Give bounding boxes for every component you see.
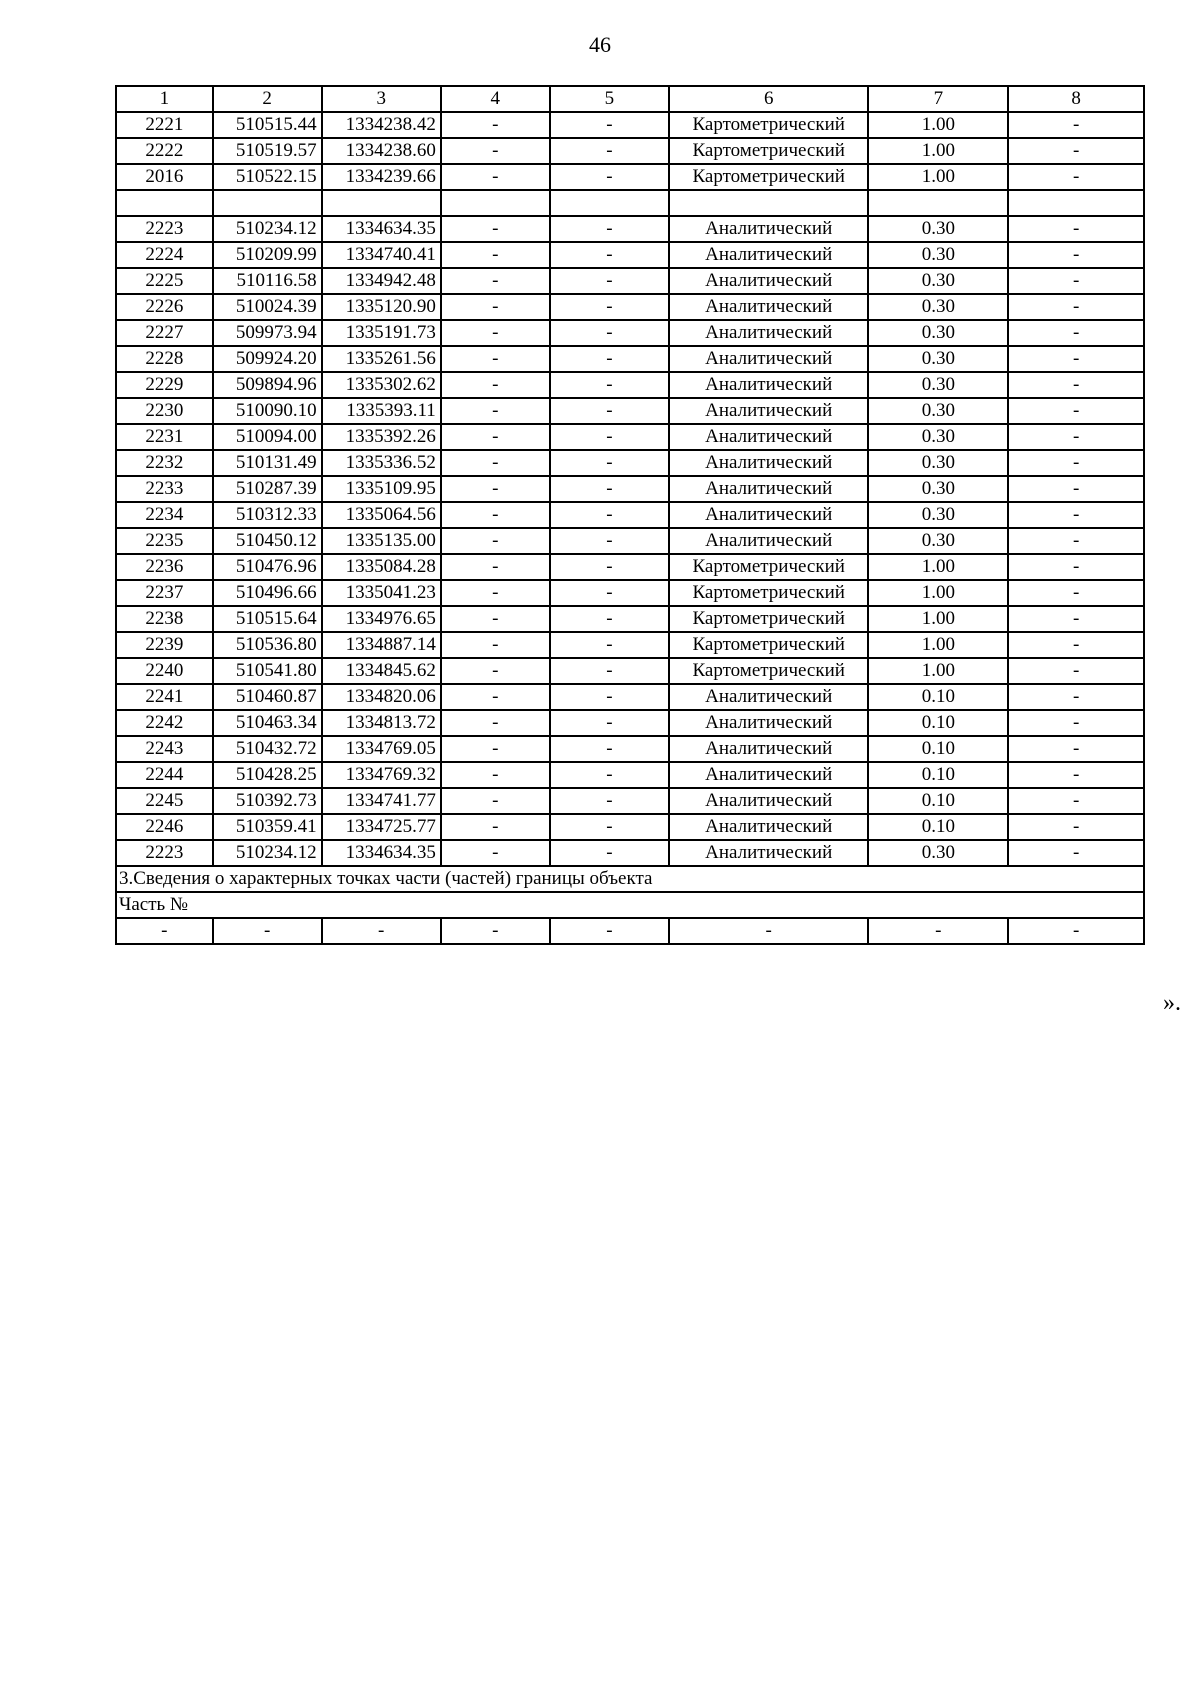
cell-col-3: 1334769.05 [322, 736, 441, 762]
cell-col-2: 510541.80 [213, 658, 322, 684]
cell-col-2: 510312.33 [213, 502, 322, 528]
cell-col-7: 1.00 [868, 138, 1008, 164]
cell-col-6: Картометрический [669, 606, 868, 632]
cell-col-8: - [1008, 840, 1144, 866]
cell-col-8: - [1008, 684, 1144, 710]
cell-col-6: Картометрический [669, 658, 868, 684]
cell-col-1: 2234 [116, 502, 213, 528]
cell-col-7: 0.30 [868, 320, 1008, 346]
cell-col-7: 0.30 [868, 346, 1008, 372]
table-body [116, 86, 1144, 944]
cell-col-5: - [550, 320, 669, 346]
cell-col-5: - [550, 840, 669, 866]
cell-col-2: 510234.12 [213, 840, 322, 866]
table-row [116, 684, 1144, 710]
table-row [116, 632, 1144, 658]
cell-col-7: 1.00 [868, 164, 1008, 190]
table-row [116, 840, 1144, 866]
cell-col-5: - [550, 762, 669, 788]
cell-col-1: 2016 [116, 164, 213, 190]
cell-col-4: - [441, 112, 550, 138]
table-row [116, 736, 1144, 762]
cell-col-7: 1.00 [868, 606, 1008, 632]
cell-col-5: - [550, 684, 669, 710]
cell-col-6: 6 [669, 86, 868, 112]
cell-col-3: 1335191.73 [322, 320, 441, 346]
cell-col-4: - [441, 918, 550, 944]
cell-col-4: - [441, 528, 550, 554]
cell-col-1: 2221 [116, 112, 213, 138]
cell-col-1: 2243 [116, 736, 213, 762]
table-row [116, 372, 1144, 398]
cell-col-1: - [116, 918, 213, 944]
cell-col-2: 510090.10 [213, 398, 322, 424]
cell-col-4: - [441, 684, 550, 710]
cell-col-4: - [441, 606, 550, 632]
cell-col-8: - [1008, 398, 1144, 424]
cell-col-4: - [441, 138, 550, 164]
cell-col-5: - [550, 294, 669, 320]
cell-col-2: 510496.66 [213, 580, 322, 606]
table-row [116, 164, 1144, 190]
cell-col-3: 1335064.56 [322, 502, 441, 528]
table-row [116, 268, 1144, 294]
cell-col-4: - [441, 736, 550, 762]
cell-col-6: Аналитический [669, 814, 868, 840]
cell-col-5: - [550, 814, 669, 840]
part-dash-row [116, 918, 1144, 944]
cell-col-4: - [441, 398, 550, 424]
cell-col-6: Аналитический [669, 528, 868, 554]
cell-col-2: 510287.39 [213, 476, 322, 502]
cell-col-6: Картометрический [669, 112, 868, 138]
cell-col-7: 0.30 [868, 294, 1008, 320]
cell-col-3: 1335135.00 [322, 528, 441, 554]
cell-col-3: 1334725.77 [322, 814, 441, 840]
cell-col-3: 1334740.41 [322, 242, 441, 268]
cell-col-4: - [441, 658, 550, 684]
cell-col-8: - [1008, 658, 1144, 684]
cell-col-5: - [550, 554, 669, 580]
cell-col-2: 510460.87 [213, 684, 322, 710]
cell-col-5: - [550, 372, 669, 398]
cell-col-3: 1334887.14 [322, 632, 441, 658]
cell-col-3: 1335302.62 [322, 372, 441, 398]
cell-col-7: 0.30 [868, 372, 1008, 398]
table-row [116, 502, 1144, 528]
table-row [116, 320, 1144, 346]
cell-col-8: - [1008, 554, 1144, 580]
cell-col-4: - [441, 788, 550, 814]
cell-col-8: - [1008, 450, 1144, 476]
cell-col-7: 1.00 [868, 632, 1008, 658]
table-row [116, 138, 1144, 164]
cell-col-2: 510519.57 [213, 138, 322, 164]
cell-col-3: 1335336.52 [322, 450, 441, 476]
cell-col-8: 8 [1008, 86, 1144, 112]
cell-col-1: 2241 [116, 684, 213, 710]
cell-col-1: 2239 [116, 632, 213, 658]
table-row [116, 424, 1144, 450]
cell-col-5: - [550, 450, 669, 476]
cell-col-6: Аналитический [669, 216, 868, 242]
cell-col-1: 2225 [116, 268, 213, 294]
table-row [116, 658, 1144, 684]
cell-col-8: - [1008, 372, 1144, 398]
cell-col-4: - [441, 216, 550, 242]
cell-col-3: 1335392.26 [322, 424, 441, 450]
empty-cell [322, 190, 441, 216]
cell-col-6: Аналитический [669, 268, 868, 294]
cell-col-5: - [550, 268, 669, 294]
table-row [116, 554, 1144, 580]
cell-col-3: 1334976.65 [322, 606, 441, 632]
cell-col-4: - [441, 476, 550, 502]
boundary-points-table [115, 85, 1145, 945]
cell-col-2: 2 [213, 86, 322, 112]
cell-col-8: - [1008, 216, 1144, 242]
cell-col-1: 2228 [116, 346, 213, 372]
cell-col-6: Аналитический [669, 736, 868, 762]
cell-col-4: - [441, 840, 550, 866]
cell-col-7: 0.30 [868, 242, 1008, 268]
cell-col-7: 0.30 [868, 476, 1008, 502]
cell-col-8: - [1008, 918, 1144, 944]
cell-col-1: 2246 [116, 814, 213, 840]
empty-cell [669, 190, 868, 216]
cell-col-6: - [669, 918, 868, 944]
table-row [116, 580, 1144, 606]
cell-col-3: 1334741.77 [322, 788, 441, 814]
cell-col-6: Аналитический [669, 450, 868, 476]
empty-separator-row [116, 190, 1144, 216]
cell-col-8: - [1008, 814, 1144, 840]
cell-col-7: - [868, 918, 1008, 944]
cell-col-7: 0.30 [868, 398, 1008, 424]
part-number-label: Часть № [116, 892, 1144, 918]
cell-col-3: 1335084.28 [322, 554, 441, 580]
cell-col-6: Аналитический [669, 476, 868, 502]
closing-quote: ». [1163, 990, 1181, 1016]
cell-col-1: 2226 [116, 294, 213, 320]
cell-col-7: 0.30 [868, 424, 1008, 450]
cell-col-7: 7 [868, 86, 1008, 112]
cell-col-4: - [441, 814, 550, 840]
cell-col-7: 0.30 [868, 502, 1008, 528]
cell-col-6: Картометрический [669, 138, 868, 164]
cell-col-4: - [441, 502, 550, 528]
cell-col-4: - [441, 294, 550, 320]
cell-col-3: 1334634.35 [322, 216, 441, 242]
section-3-title: 3.Сведения о характерных точках части (частей) границы объекта [116, 866, 1144, 892]
cell-col-8: - [1008, 346, 1144, 372]
table-row [116, 476, 1144, 502]
cell-col-4: - [441, 320, 550, 346]
cell-col-1: 2236 [116, 554, 213, 580]
cell-col-2: 510432.72 [213, 736, 322, 762]
cell-col-2: 510131.49 [213, 450, 322, 476]
cell-col-4: - [441, 554, 550, 580]
cell-col-7: 0.10 [868, 710, 1008, 736]
cell-col-3: 1335261.56 [322, 346, 441, 372]
cell-col-8: - [1008, 242, 1144, 268]
cell-col-3: 1334820.06 [322, 684, 441, 710]
cell-col-6: Аналитический [669, 242, 868, 268]
table-row [116, 216, 1144, 242]
cell-col-8: - [1008, 268, 1144, 294]
cell-col-3: 1335393.11 [322, 398, 441, 424]
cell-col-8: - [1008, 762, 1144, 788]
cell-col-5: - [550, 736, 669, 762]
empty-cell [213, 190, 322, 216]
cell-col-2: 510515.44 [213, 112, 322, 138]
cell-col-6: Картометрический [669, 164, 868, 190]
empty-cell [116, 190, 213, 216]
cell-col-1: 2244 [116, 762, 213, 788]
cell-col-7: 0.30 [868, 528, 1008, 554]
column-number-row [116, 86, 1144, 112]
cell-col-6: Аналитический [669, 294, 868, 320]
cell-col-7: 0.10 [868, 788, 1008, 814]
cell-col-1: 2238 [116, 606, 213, 632]
cell-col-4: - [441, 580, 550, 606]
cell-col-4: - [441, 424, 550, 450]
cell-col-1: 2223 [116, 216, 213, 242]
cell-col-5: - [550, 476, 669, 502]
cell-col-3: 1335041.23 [322, 580, 441, 606]
cell-col-5: 5 [550, 86, 669, 112]
cell-col-3: 1334238.42 [322, 112, 441, 138]
cell-col-5: - [550, 580, 669, 606]
cell-col-5: - [550, 788, 669, 814]
cell-col-4: - [441, 632, 550, 658]
part-number-row [116, 892, 1144, 918]
cell-col-1: 2233 [116, 476, 213, 502]
cell-col-6: Аналитический [669, 372, 868, 398]
cell-col-8: - [1008, 476, 1144, 502]
cell-col-8: - [1008, 606, 1144, 632]
cell-col-5: - [550, 398, 669, 424]
empty-cell [441, 190, 550, 216]
table-row [116, 294, 1144, 320]
cell-col-6: Аналитический [669, 346, 868, 372]
cell-col-2: 509894.96 [213, 372, 322, 398]
cell-col-2: 510392.73 [213, 788, 322, 814]
cell-col-5: - [550, 164, 669, 190]
cell-col-5: - [550, 346, 669, 372]
cell-col-6: Аналитический [669, 788, 868, 814]
cell-col-7: 1.00 [868, 580, 1008, 606]
cell-col-1: 1 [116, 86, 213, 112]
cell-col-3: 3 [322, 86, 441, 112]
cell-col-1: 2231 [116, 424, 213, 450]
section-3-title-row [116, 866, 1144, 892]
cell-col-7: 0.30 [868, 840, 1008, 866]
cell-col-2: 510094.00 [213, 424, 322, 450]
cell-col-7: 0.10 [868, 762, 1008, 788]
cell-col-4: - [441, 346, 550, 372]
cell-col-2: 510024.39 [213, 294, 322, 320]
cell-col-4: - [441, 164, 550, 190]
cell-col-8: - [1008, 138, 1144, 164]
cell-col-8: - [1008, 788, 1144, 814]
table-row [116, 788, 1144, 814]
cell-col-2: 510359.41 [213, 814, 322, 840]
table-row [116, 606, 1144, 632]
cell-col-1: 2232 [116, 450, 213, 476]
cell-col-1: 2229 [116, 372, 213, 398]
table-row [116, 242, 1144, 268]
cell-col-1: 2245 [116, 788, 213, 814]
cell-col-1: 2237 [116, 580, 213, 606]
table-row [116, 814, 1144, 840]
cell-col-6: Картометрический [669, 632, 868, 658]
cell-col-5: - [550, 424, 669, 450]
cell-col-8: - [1008, 502, 1144, 528]
cell-col-2: 510209.99 [213, 242, 322, 268]
cell-col-5: - [550, 216, 669, 242]
cell-col-1: 2230 [116, 398, 213, 424]
empty-cell [550, 190, 669, 216]
cell-col-7: 0.10 [868, 684, 1008, 710]
cell-col-8: - [1008, 528, 1144, 554]
cell-col-6: Картометрический [669, 554, 868, 580]
cell-col-7: 1.00 [868, 554, 1008, 580]
cell-col-7: 1.00 [868, 658, 1008, 684]
cell-col-2: 510463.34 [213, 710, 322, 736]
cell-col-4: - [441, 710, 550, 736]
cell-col-8: - [1008, 710, 1144, 736]
table-row [116, 450, 1144, 476]
cell-col-7: 0.30 [868, 216, 1008, 242]
cell-col-8: - [1008, 736, 1144, 762]
cell-col-4: - [441, 450, 550, 476]
table-row [116, 710, 1144, 736]
cell-col-2: 510522.15 [213, 164, 322, 190]
cell-col-3: 1335109.95 [322, 476, 441, 502]
cell-col-5: - [550, 632, 669, 658]
cell-col-2: 510450.12 [213, 528, 322, 554]
cell-col-3: 1335120.90 [322, 294, 441, 320]
cell-col-6: Аналитический [669, 762, 868, 788]
cell-col-2: 510116.58 [213, 268, 322, 294]
cell-col-4: 4 [441, 86, 550, 112]
cell-col-1: 2223 [116, 840, 213, 866]
cell-col-3: 1334239.66 [322, 164, 441, 190]
cell-col-8: - [1008, 112, 1144, 138]
cell-col-8: - [1008, 294, 1144, 320]
cell-col-7: 0.10 [868, 814, 1008, 840]
cell-col-6: Аналитический [669, 502, 868, 528]
cell-col-6: Аналитический [669, 398, 868, 424]
cell-col-5: - [550, 918, 669, 944]
cell-col-5: - [550, 528, 669, 554]
cell-col-3: 1334813.72 [322, 710, 441, 736]
cell-col-1: 2222 [116, 138, 213, 164]
cell-col-6: Аналитический [669, 684, 868, 710]
cell-col-5: - [550, 710, 669, 736]
cell-col-3: 1334238.60 [322, 138, 441, 164]
cell-col-5: - [550, 606, 669, 632]
cell-col-2: 510476.96 [213, 554, 322, 580]
cell-col-8: - [1008, 632, 1144, 658]
cell-col-3: 1334634.35 [322, 840, 441, 866]
cell-col-3: - [322, 918, 441, 944]
page-number: 46 [589, 32, 611, 57]
cell-col-8: - [1008, 424, 1144, 450]
table-row [116, 528, 1144, 554]
cell-col-2: 509973.94 [213, 320, 322, 346]
table-row [116, 112, 1144, 138]
empty-cell [868, 190, 1008, 216]
cell-col-5: - [550, 242, 669, 268]
cell-col-5: - [550, 138, 669, 164]
cell-col-1: 2240 [116, 658, 213, 684]
cell-col-2: 509924.20 [213, 346, 322, 372]
cell-col-4: - [441, 372, 550, 398]
cell-col-6: Аналитический [669, 424, 868, 450]
table-row [116, 398, 1144, 424]
cell-col-2: 510515.64 [213, 606, 322, 632]
cell-col-7: 1.00 [868, 112, 1008, 138]
cell-col-2: - [213, 918, 322, 944]
table-row [116, 762, 1144, 788]
cell-col-6: Картометрический [669, 580, 868, 606]
cell-col-4: - [441, 268, 550, 294]
cell-col-3: 1334769.32 [322, 762, 441, 788]
cell-col-3: 1334845.62 [322, 658, 441, 684]
cell-col-1: 2224 [116, 242, 213, 268]
cell-col-1: 2227 [116, 320, 213, 346]
cell-col-5: - [550, 502, 669, 528]
cell-col-8: - [1008, 164, 1144, 190]
cell-col-7: 0.10 [868, 736, 1008, 762]
cell-col-2: 510234.12 [213, 216, 322, 242]
cell-col-3: 1334942.48 [322, 268, 441, 294]
cell-col-8: - [1008, 580, 1144, 606]
cell-col-1: 2242 [116, 710, 213, 736]
cell-col-6: Аналитический [669, 840, 868, 866]
cell-col-6: Аналитический [669, 710, 868, 736]
table-row [116, 346, 1144, 372]
cell-col-6: Аналитический [669, 320, 868, 346]
cell-col-5: - [550, 658, 669, 684]
cell-col-7: 0.30 [868, 268, 1008, 294]
cell-col-8: - [1008, 320, 1144, 346]
cell-col-2: 510536.80 [213, 632, 322, 658]
cell-col-5: - [550, 112, 669, 138]
cell-col-7: 0.30 [868, 450, 1008, 476]
cell-col-4: - [441, 242, 550, 268]
cell-col-2: 510428.25 [213, 762, 322, 788]
cell-col-4: - [441, 762, 550, 788]
empty-cell [1008, 190, 1144, 216]
cell-col-1: 2235 [116, 528, 213, 554]
